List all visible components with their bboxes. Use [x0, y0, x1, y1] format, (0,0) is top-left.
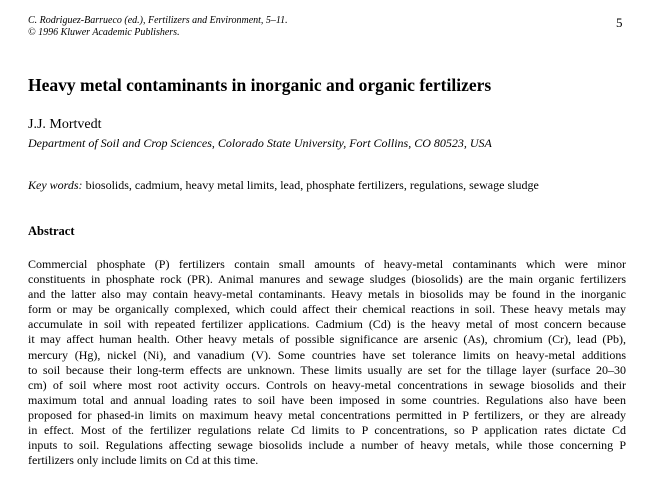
- abstract-line: mercury (Hg), nickel (Ni), and vanadium (V). Some countries have set tolerance limits on heavy-metal additions: [28, 347, 626, 362]
- citation: [28, 15, 288, 39]
- abstract-line: constituents in phosphate rock (PR). Animal manures and sewage sludges (biosolids) are the main organic fertilizers: [28, 272, 626, 287]
- page-number: 5: [616, 15, 623, 30]
- abstract-line: and the latter also may contain heavy-metal contaminants. Heavy metals in biosolids may be found in the inorganic: [28, 287, 626, 302]
- abstract-line: cm) of soil where most root activity occurs. Controls on heavy-metal concentrations in sewage biosolids and their: [28, 377, 626, 392]
- abstract-heading: Abstract: [28, 224, 75, 238]
- abstract-line: accumulate in soil with repeated fertilizer applications. Cadmium (Cd) is the heavy metal of most concern because: [28, 317, 626, 332]
- abstract-line: proposed for phased-in limits on maximum heavy metal concentrations permitted in P fertilizers, or they are already: [28, 407, 626, 422]
- abstract-line: fertilizers only include limits on Cd at this time.: [28, 453, 259, 468]
- affiliation: Department of Soil and Crop Sciences, Colorado State University, Fort Collins, CO 80523, USA: [28, 136, 492, 150]
- abstract-line: it may affect human health. Other heavy metals of possible significance are arsenic (As), chromium (Cr), lead (Pb),: [28, 332, 626, 347]
- keywords-label: Key words:: [28, 178, 83, 192]
- abstract-line: to soil because their long-term effects are unknown. These limits usually are set for the tillage layer (surface 20–30: [28, 362, 626, 377]
- abstract-line: form or may be organically complexed, which could affect their chemical reactions in soil. These heavy metals may: [28, 302, 626, 317]
- keywords: [28, 178, 539, 193]
- abstract-line: Commercial phosphate (P) fertilizers contain small amounts of heavy-metal contaminants which were minor: [28, 257, 626, 271]
- citation-source: C. Rodriguez-Barrueco (ed.), Fertilizers and Environment, 5–11.: [28, 15, 288, 26]
- author: J.J. Mortvedt: [28, 117, 102, 132]
- abstract-line: in effect. Most of the fertilizer regulations relate Cd limits to P concentrations, so P application rates dictate Cd: [28, 423, 626, 438]
- paper-title: Heavy metal contaminants in inorganic and organic fertilizers: [28, 75, 492, 95]
- abstract-line: maximum total and annual loading rates to soil have been imposed in some countries. Regulations also have been: [28, 392, 626, 407]
- citation-copyright: © 1996 Kluwer Academic Publishers.: [28, 27, 180, 38]
- abstract-line: inputs to soil. Regulations affecting sewage biosolids include a number of heavy metals, while those concerning P: [28, 438, 626, 453]
- keywords-list: biosolids, cadmium, heavy metal limits, lead, phosphate fertilizers, regulations, sewage sludge: [85, 178, 539, 192]
- abstract-body: [28, 257, 626, 468]
